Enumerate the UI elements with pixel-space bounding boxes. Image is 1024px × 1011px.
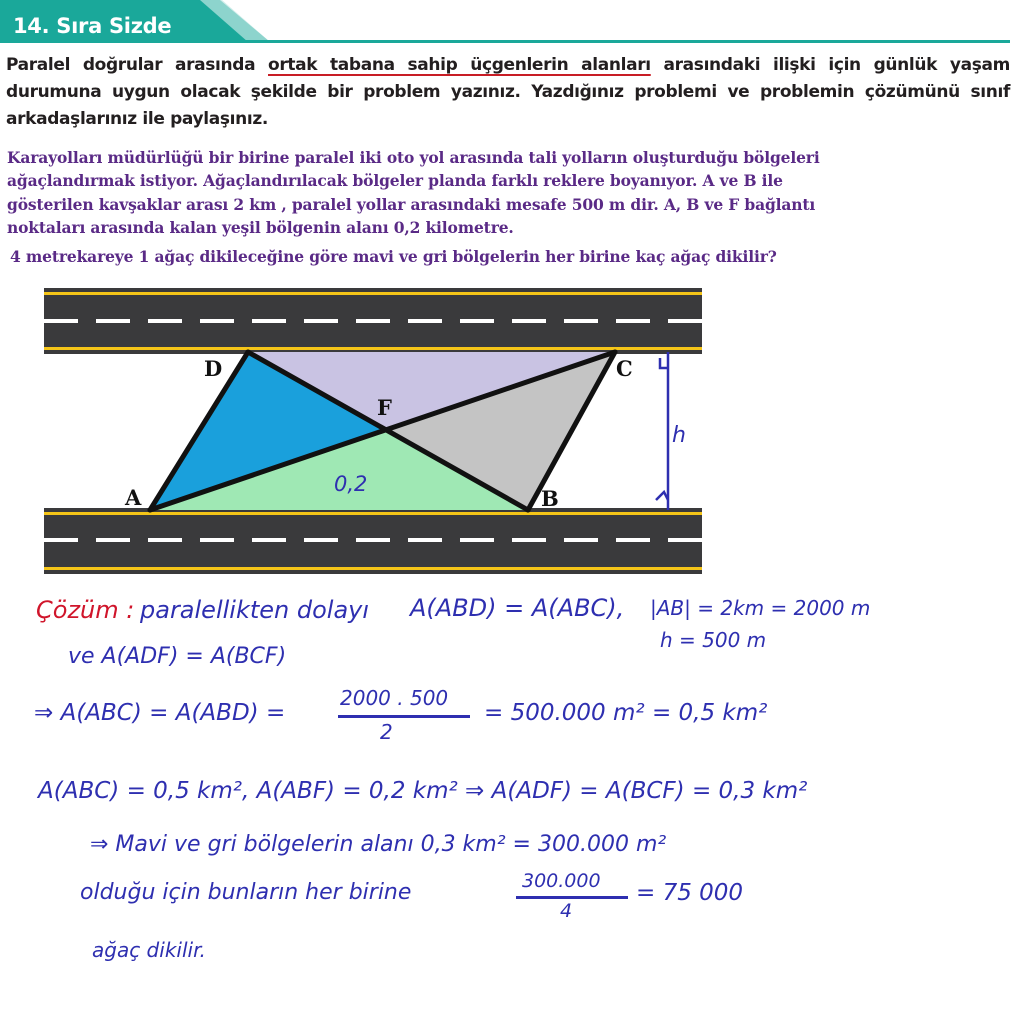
prompt-underlined: ortak tabana sahip üçgenlerin alanları bbox=[268, 55, 651, 75]
problem-line: noktaları arasında kalan yeşil bölgenin alanı 0,2 kilometre. bbox=[7, 217, 514, 237]
fraction-2-bar bbox=[516, 896, 628, 899]
fraction-2-numerator: 300.000 bbox=[522, 870, 601, 892]
prompt-text-1: Paralel doğrular arasında bbox=[6, 55, 269, 75]
point-label-f: F bbox=[377, 395, 392, 420]
solution-line-2a: ve A(ADF) = A(BCF) bbox=[68, 644, 287, 669]
point-label-a: A bbox=[125, 485, 142, 510]
fraction-1-numerator: 2000 . 500 bbox=[340, 686, 449, 710]
point-label-d: D bbox=[204, 356, 223, 381]
solution-line-1a: paralellikten dolayı bbox=[140, 596, 370, 624]
point-label-b: B bbox=[541, 486, 559, 511]
green-area-label: 0,2 bbox=[334, 472, 368, 496]
solution-label: Çözüm : bbox=[36, 596, 135, 624]
prompt-text-2: arasındaki ilişki için günlük yaşam durumuna uygun olacak şekilde bir problem yazınız. Yazdığınız problemi ve problemin çözümünü sınıf arkadaşlarınız ile paylaşınız. bbox=[6, 55, 1010, 129]
fraction-1-denominator: 2 bbox=[380, 720, 393, 744]
fraction-2-denominator: 4 bbox=[560, 900, 573, 922]
section-title: 14. Sıra Sizde bbox=[13, 14, 172, 38]
solution-line-1c: |AB| = 2km = 2000 m bbox=[650, 596, 871, 620]
problem-line: ağaçlandırmak istiyor. Ağaçlandırılacak bölgeler planda farklı reklere boyanıyor. A ve B ile bbox=[7, 171, 783, 191]
solution-line-3b: = 500.000 m² = 0,5 km² bbox=[484, 700, 768, 726]
solution-line-3a: ⇒ A(ABC) = A(ABD) = bbox=[34, 700, 286, 726]
solution-line-5: ⇒ Mavi ve gri bölgelerin alanı 0,3 km² = 300.000 m² bbox=[90, 832, 667, 857]
top-road bbox=[44, 288, 702, 354]
solution-line-7: ağaç dikilir. bbox=[92, 938, 206, 962]
header-divider bbox=[0, 40, 1010, 43]
solution-line-6a: olduğu için bunların her birine bbox=[80, 880, 412, 905]
activity-prompt bbox=[6, 52, 1010, 133]
solution-line-2b: h = 500 m bbox=[660, 628, 767, 652]
fraction-1-bar bbox=[338, 715, 470, 718]
bottom-road bbox=[44, 508, 702, 574]
solution-line-1b: A(ABD) = A(ABC), bbox=[410, 594, 625, 622]
road-diagram bbox=[0, 280, 1024, 580]
height-label: h bbox=[672, 423, 686, 448]
problem-question: 4 metrekareye 1 ağaç dikileceğine göre mavi ve gri bölgelerin her birine kaç ağaç dikilir? bbox=[10, 247, 777, 266]
point-label-c: C bbox=[616, 356, 633, 381]
height-marker bbox=[656, 352, 668, 510]
problem-statement bbox=[7, 146, 907, 239]
problem-line: Karayolları müdürlüğü bir birine paralel iki oto yol arasında tali yolların oluşturduğu bölgeleri bbox=[7, 148, 820, 167]
solution-line-6b: = 75 000 bbox=[636, 880, 744, 906]
problem-line: gösterilen kavşaklar arası 2 km , paralel yollar arasındaki mesafe 500 m dir. A, B ve F bağlantı bbox=[7, 194, 816, 214]
solution-line-4: A(ABC) = 0,5 km², A(ABF) = 0,2 km² ⇒ A(ADF) = A(BCF) = 0,3 km² bbox=[38, 778, 808, 804]
